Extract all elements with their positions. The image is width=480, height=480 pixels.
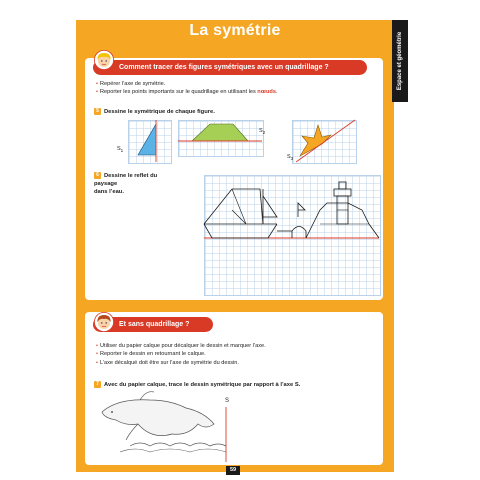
section-heading-banner-sans-quadrillage: Et sans quadrillage ?	[93, 317, 213, 332]
figure-label-s1: $S_1$	[117, 146, 124, 154]
bullet-item: • Utiliser du papier calque pour décalquer le dessin et marquer l’axe.	[96, 343, 266, 349]
figure-label-s3: $S_3$	[287, 154, 294, 162]
page-title: La symétrie	[189, 22, 281, 39]
page-number: 59	[226, 466, 240, 475]
landscape-drawing	[204, 182, 379, 238]
exercise-number-badge: 6	[94, 172, 101, 179]
figure-s3-star	[296, 120, 355, 162]
side-tab-label: Espace et géométrie	[397, 31, 404, 91]
section-heading-banner-quadrillage: Comment tracer des figures symétriques avec un quadrillage ?	[93, 60, 367, 75]
exercise-number-badge: 5	[94, 108, 101, 115]
figure-s1-triangle	[138, 120, 156, 162]
bullet-item: • L’axe décalqué doit être sur l’axe de symétrie du dessin.	[96, 359, 239, 366]
axis-label-s: S	[225, 398, 230, 404]
figure-s2-quadrilateral	[178, 124, 262, 141]
bullet-item: • Reporter le dessin en retournant le calque.	[96, 351, 206, 358]
bullet-item: • Repérer l’axe de symétrie.	[96, 81, 166, 87]
dolphin-drawing	[102, 392, 226, 462]
exercise-5-instruction: 5 Dessine le symétrique de chaque figure.	[94, 108, 215, 116]
figure-label-s2: $S_2$	[259, 128, 266, 136]
exercise-number-badge: 7	[94, 381, 101, 388]
exercise-6-instruction: 6 Dessine le reflet du paysage dans l’eau.	[94, 172, 158, 196]
exercise-7-instruction: 7 Avec du papier calque, trace le dessin symétrique par rapport à l’axe S.	[94, 381, 384, 389]
highlight-word-noeuds: nœuds	[257, 89, 276, 96]
bullet-item: • Reporter les points importants sur le quadrillage en utilisant les nœuds.	[96, 89, 278, 96]
